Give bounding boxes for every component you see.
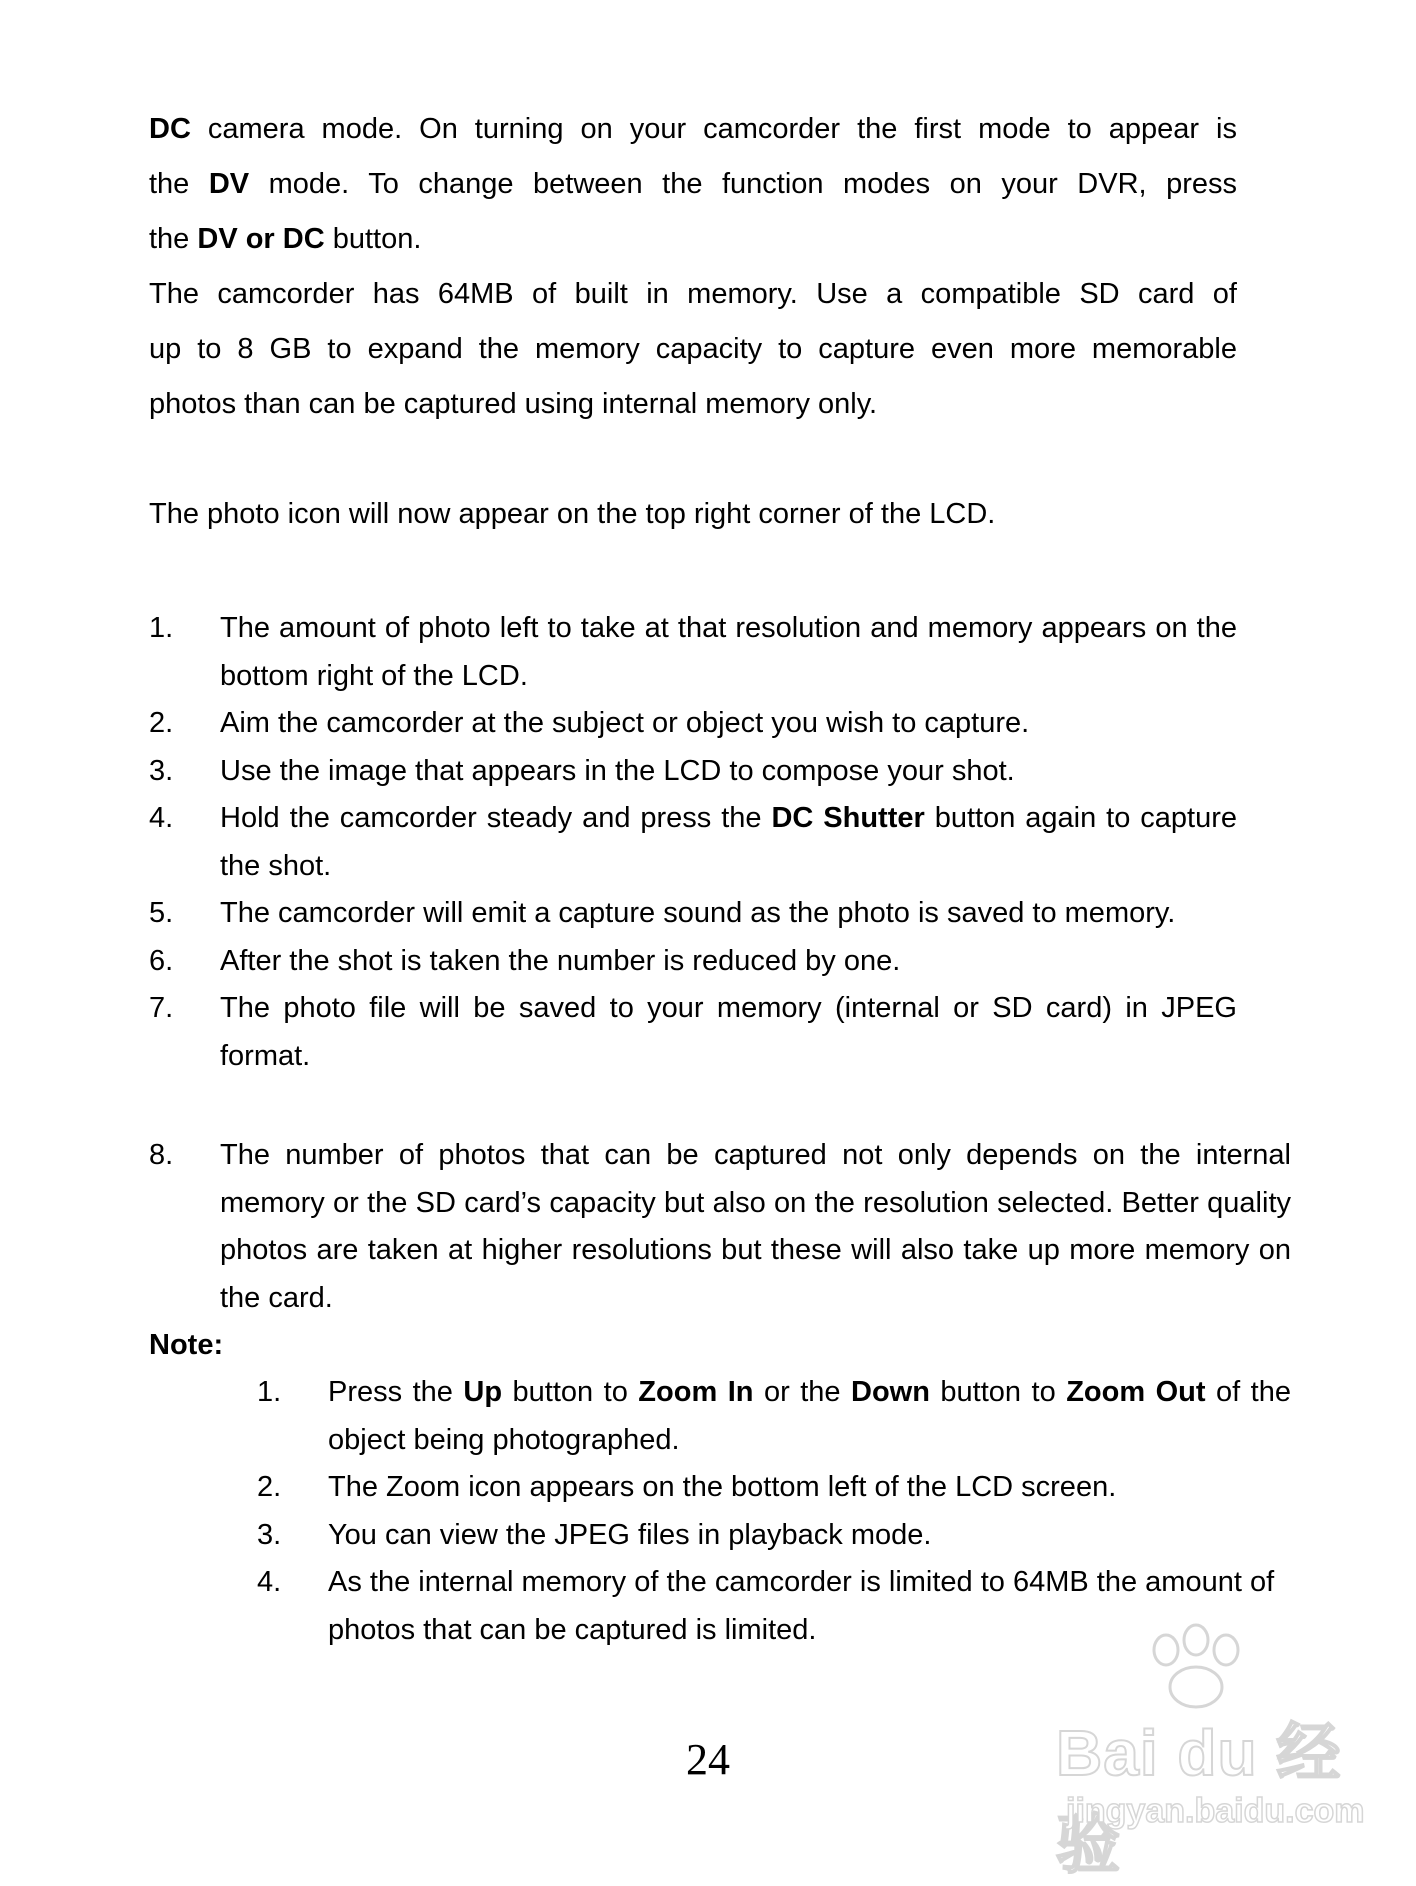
- bold-text: DC: [149, 113, 191, 145]
- intro-paragraph-photo-icon: [149, 487, 1237, 542]
- list-text: Aim the camcorder at the subject or object you wish to capture.: [220, 707, 1030, 739]
- intro-line: The photo icon will now appear on the top right corner of the LCD.: [149, 498, 996, 530]
- watermark-logo: Bai du 经验: [1056, 1717, 1342, 1881]
- list-number: 2.: [149, 707, 174, 739]
- list-item: [149, 748, 1237, 796]
- intro-line: The camcorder has 64MB of built in memory. Use a compatible SD card of: [149, 278, 1237, 310]
- text-run: Press the: [328, 1376, 464, 1408]
- text-run: the: [149, 223, 198, 255]
- intro-line: [149, 212, 1237, 267]
- list-number: 4.: [149, 802, 174, 834]
- bold-text: Down: [851, 1376, 930, 1408]
- list-text: As the internal memory of the camcorder is limited to 64MB the amount of photos that can be captured is limited.: [328, 1566, 1275, 1646]
- list-text: The number of photos that can be captured not only depends on the internal memory or the SD card’s capacity but also on the resolution selected. Better quality photos are taken at higher resolutions but these will also take up more memory on the card.: [220, 1139, 1291, 1314]
- text-run: button again to capture the shot.: [220, 802, 1237, 882]
- bold-text: DC Shutter: [771, 802, 925, 834]
- list-number: 7.: [149, 992, 174, 1024]
- bold-text: DV: [208, 168, 250, 200]
- list-item: [257, 1464, 1291, 1512]
- list-text: You can view the JPEG files in playback mode.: [328, 1518, 932, 1551]
- bold-text: DV or DC: [197, 223, 325, 255]
- list-text: The Zoom icon appears on the bottom left of the LCD screen.: [328, 1471, 1117, 1503]
- list-item: [149, 795, 1237, 890]
- list-item: [149, 985, 1237, 1080]
- intro-line: [149, 102, 1237, 157]
- note-label: Note:: [149, 1329, 224, 1361]
- list-number: 1.: [149, 612, 174, 644]
- paw-icon: [1136, 1622, 1256, 1712]
- text-run: of the object being photographed.: [328, 1376, 1291, 1456]
- list-text: After the shot is taken the number is reduced by one.: [220, 944, 901, 977]
- list-number: 2.: [257, 1471, 282, 1503]
- page-number: 24: [686, 1735, 730, 1784]
- list-item: [149, 890, 1237, 938]
- list-number: 3.: [149, 754, 174, 787]
- list-text: The amount of photo left to take at that resolution and memory appears on the bottom right of the LCD.: [220, 612, 1237, 692]
- watermark: [1006, 1622, 1376, 1881]
- text-run: camera mode. On turning on your camcorder the first mode to appear is: [190, 113, 1237, 145]
- intro-line: [149, 157, 1237, 212]
- intro-line: photos than can be captured using internal memory only.: [149, 388, 878, 420]
- text-run: the: [149, 168, 209, 200]
- list-item: [257, 1512, 1291, 1560]
- intro-paragraph-mode: [149, 102, 1237, 267]
- text-run: or the: [753, 1376, 852, 1408]
- watermark-url: jingyan.baidu.com: [1066, 1792, 1365, 1830]
- list-number: 4.: [257, 1566, 282, 1598]
- list-number: 8.: [149, 1139, 174, 1171]
- intro-paragraph-memory: [149, 267, 1237, 432]
- text-run: mode. To change between the function modes on your DVR, press: [249, 168, 1237, 200]
- text-run: button to: [502, 1376, 639, 1408]
- steps-list: [149, 605, 1237, 1080]
- list-item: [149, 605, 1237, 700]
- list-text: [220, 795, 1237, 890]
- bold-text: Zoom In: [638, 1376, 754, 1408]
- list-text: Use the image that appears in the LCD to compose your shot.: [220, 754, 1015, 787]
- bold-text: Zoom Out: [1066, 1376, 1206, 1408]
- list-text: The camcorder will emit a capture sound as the photo is saved to memory.: [220, 897, 1176, 929]
- text-run: button to: [929, 1376, 1067, 1408]
- list-item: [149, 700, 1237, 748]
- text-run: button.: [324, 223, 422, 255]
- note-list: [257, 1369, 1291, 1654]
- list-item: [149, 1132, 1291, 1322]
- list-item: [257, 1369, 1291, 1464]
- list-number: 5.: [149, 897, 174, 929]
- list-number: 3.: [257, 1518, 282, 1551]
- bold-text: Up: [463, 1376, 503, 1408]
- list-number: 1.: [257, 1376, 282, 1408]
- list-text: The photo file will be saved to your memory (internal or SD card) in JPEG format.: [220, 992, 1237, 1072]
- steps-list-continued: [149, 1132, 1291, 1322]
- list-text: [328, 1376, 1291, 1456]
- list-item: [149, 938, 1237, 986]
- intro-line: up to 8 GB to expand the memory capacity to capture even more memorable: [149, 333, 1237, 365]
- text-run: Hold the camcorder steady and press the: [220, 802, 772, 834]
- list-number: 6.: [149, 944, 174, 977]
